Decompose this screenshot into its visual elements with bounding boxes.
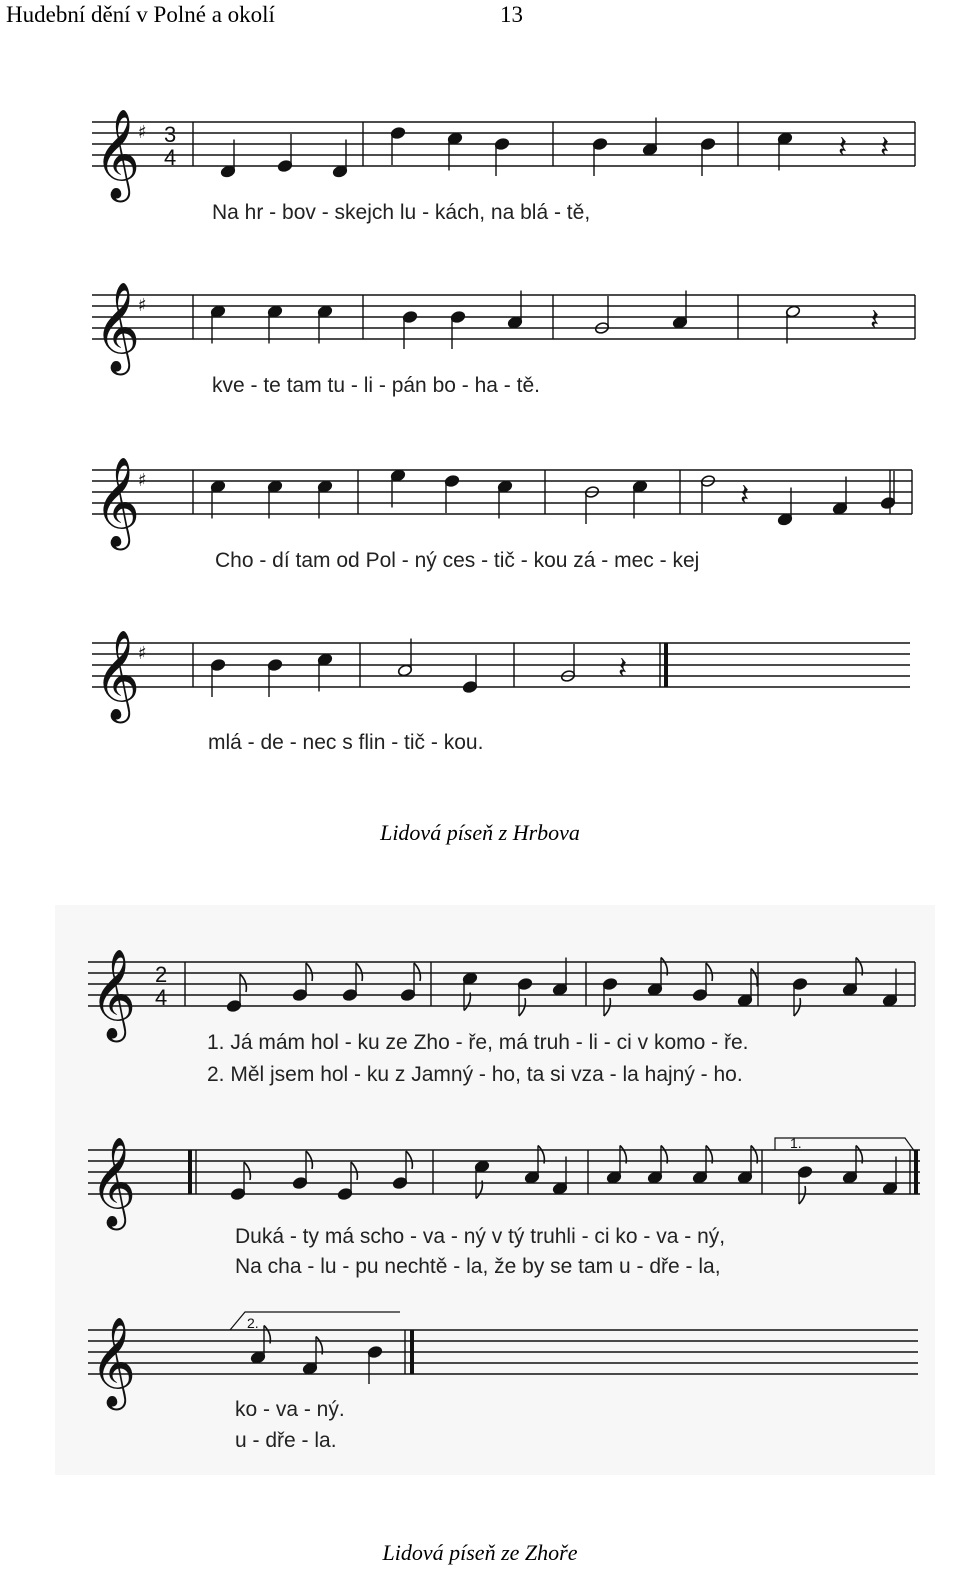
time-signature-bottom: 4 [155, 985, 168, 1010]
treble-clef-icon: 𝄞 [94, 282, 141, 372]
note-flag [794, 998, 800, 1016]
song1-caption: Lidová píseň z Hrbova [380, 820, 580, 845]
note-flag [799, 1186, 805, 1204]
treble-clef-icon: 𝄞 [90, 1317, 137, 1407]
note-flag [706, 963, 712, 981]
document-title: Hudební dění v Polné a okolí [6, 2, 275, 27]
note-flag [351, 1162, 357, 1180]
time-signature-top: 2 [155, 962, 168, 987]
song2-verse2-line-1: 2. Měl jsem hol - ku z Jamný - ho, ta si vza - la hajný - ho. [207, 1063, 743, 1086]
song1-lyrics-line-1: Na hr - bov - skejch lu - kách, na blá - tě, [212, 201, 591, 224]
treble-clef-icon: 𝄞 [94, 457, 141, 547]
treble-clef-icon: 𝄞 [90, 949, 137, 1039]
page-number: 13 [500, 2, 523, 27]
quarter-rest-icon: 𝄽 [740, 478, 750, 513]
note-flag [244, 1162, 250, 1180]
song1-lyrics-line-4: mlá - de - nec s flin - tič - kou. [208, 731, 484, 754]
treble-clef-icon: 𝄞 [94, 630, 141, 720]
treble-clef-icon: 𝄞 [94, 109, 141, 199]
quarter-rest-icon: 𝄽 [880, 130, 890, 165]
key-sharp-icon: ♯ [138, 470, 147, 491]
quarter-rest-icon: 𝄽 [838, 130, 848, 165]
key-sharp-icon: ♯ [138, 295, 147, 316]
song2-caption: Lidová píseň ze Zhoře [382, 1540, 578, 1565]
song1-lyrics-line-3: Cho - dí tam od Pol - ný ces - tič - kou zá - mec - kej [215, 549, 700, 572]
time-signature-bottom: 4 [164, 145, 177, 170]
note-flag [356, 963, 362, 981]
quarter-rest-icon: 𝄽 [618, 651, 628, 686]
song1-lyrics-line-2: kve - te tam tu - li - pán bo - ha - tě. [212, 374, 540, 397]
note-flag [306, 963, 312, 981]
song2-verse2-ending: u - dře - la. [235, 1429, 337, 1452]
song2-verse1-line-2: Duká - ty má scho - va - ný v tý truhli - ci ko - va - ný, [235, 1225, 726, 1248]
song2-verse2-line-2: Na cha - lu - pu nechtě - la, že by se tam u - dře - la, [235, 1255, 721, 1278]
song2-verse1-ending: ko - va - ný. [235, 1398, 345, 1421]
note-flag [406, 1151, 412, 1169]
note-flag [414, 963, 420, 981]
note-flag [604, 998, 610, 1016]
key-sharp-icon: ♯ [138, 643, 147, 664]
time-signature-top: 3 [164, 122, 177, 147]
quarter-rest-icon: 𝄽 [870, 303, 880, 338]
volta-1-label: 1. [790, 1135, 802, 1151]
key-sharp-icon: ♯ [138, 122, 147, 143]
note-flag [519, 998, 525, 1016]
song2-verse1-line-1: 1. Já mám hol - ku ze Zho - ře, má truh - li - ci v komo - ře. [207, 1031, 749, 1054]
treble-clef-icon: 𝄞 [90, 1137, 137, 1227]
volta-2-label: 2. [247, 1315, 259, 1331]
note-flag [240, 974, 246, 992]
note-flag [306, 1151, 312, 1169]
